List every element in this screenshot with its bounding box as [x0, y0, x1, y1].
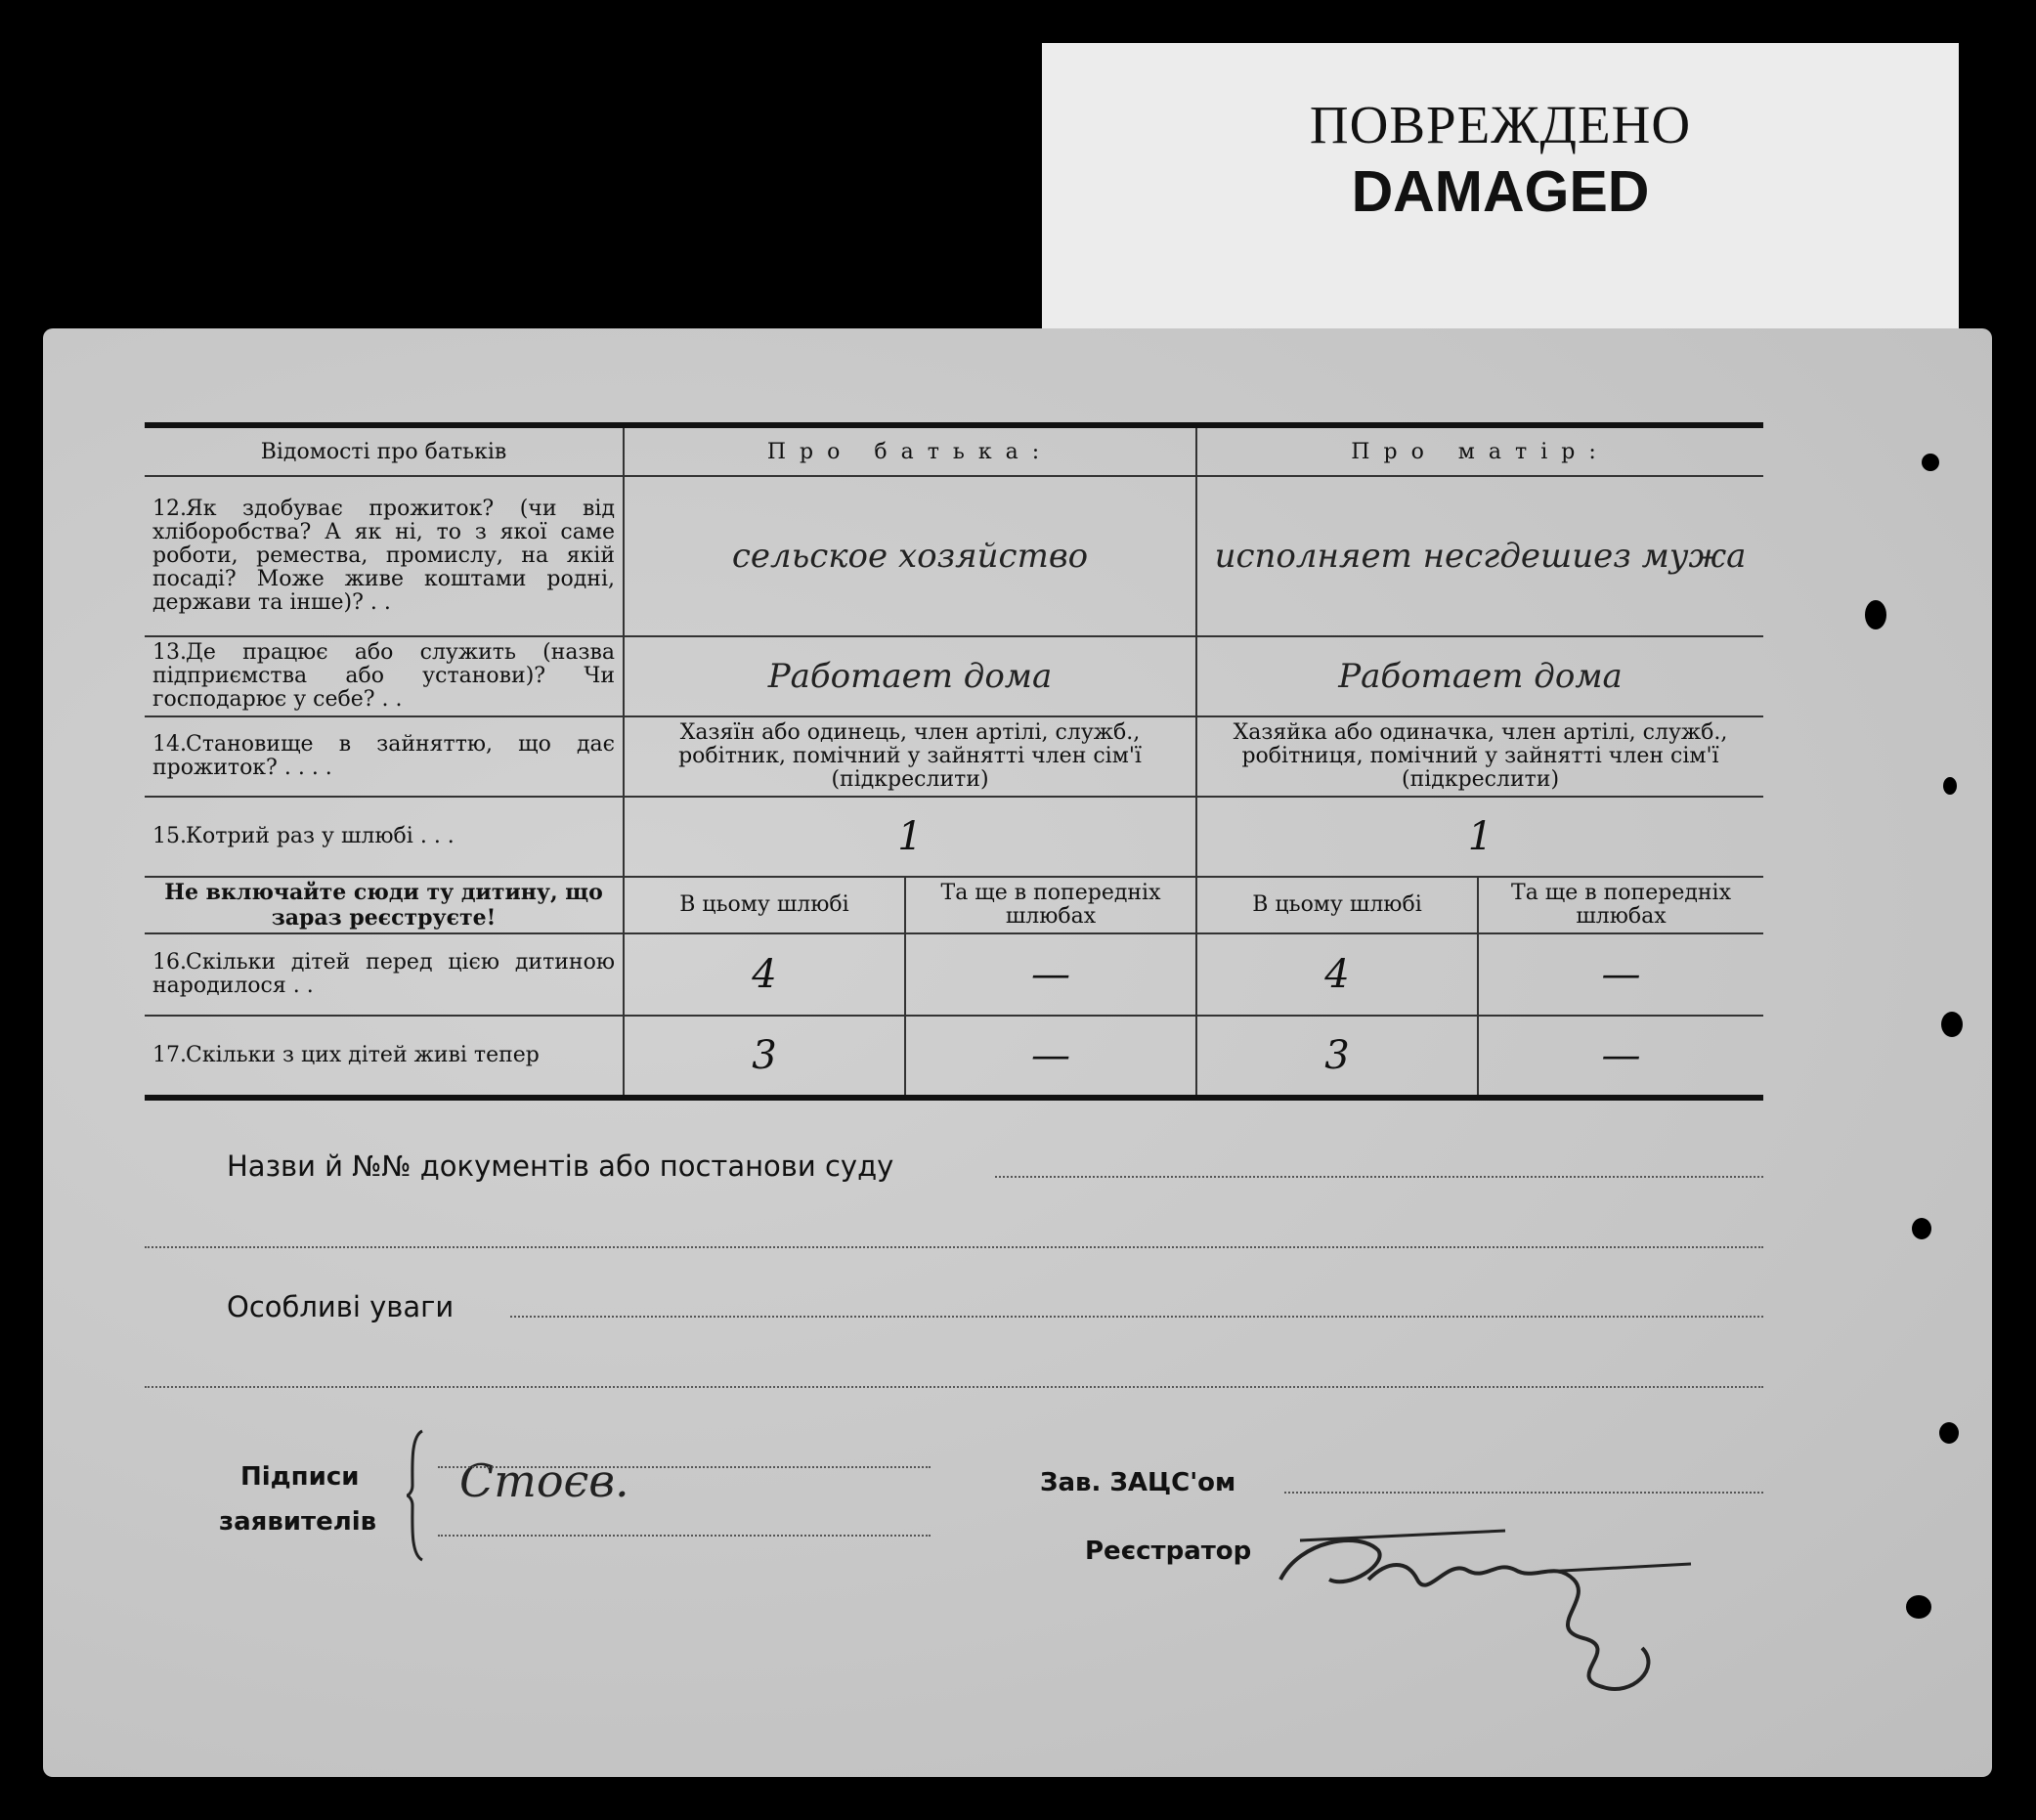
q16-question: 16.Скільки дітей перед цією дитиною народилося . .: [145, 933, 624, 1016]
q14-mother-options: Хазяйка або одиначка, член артілі, служб., робітниця, помічний у зайнятті член сім'ї (підкреслити): [1196, 716, 1763, 797]
punch-hole: [1906, 1595, 1931, 1619]
children-note: Не включайте сюди ту дитину, що зараз реєструєте!: [145, 877, 624, 933]
punch-hole: [1941, 1012, 1963, 1037]
header-mother: Про матір:: [1196, 425, 1763, 476]
q17-father-this: 3: [624, 1016, 905, 1098]
q12-father-answer: сельское хозяйство: [624, 476, 1196, 636]
father-previous-header: Та ще в попередніх шлюбах: [905, 877, 1196, 933]
documents-line-2: [145, 1246, 1763, 1248]
q17-father-prev: —: [905, 1016, 1196, 1098]
documents-line-1: [995, 1176, 1763, 1178]
children-subheader-row: [145, 877, 1763, 933]
q17-question: 17.Скільки з цих дітей живі тепер: [145, 1016, 624, 1098]
notes-label: Особливі уваги: [227, 1290, 455, 1323]
father-this-marriage-header: В цьому шлюбі: [624, 877, 905, 933]
q14-father-options: Хазяїн або одинець, член артілі, служб., робітник, помічний у зайнятті член сім'ї (підкреслити): [624, 716, 1196, 797]
punch-hole: [1865, 600, 1886, 629]
q16-father-prev: —: [905, 933, 1196, 1016]
header-parents-info: Відомості про батьків: [145, 425, 624, 476]
q15-father-answer: 1: [624, 797, 1196, 877]
registrar-label: Реєстратор: [1085, 1537, 1252, 1566]
table-row-q17: [145, 1016, 1763, 1098]
table-row-q16: [145, 933, 1763, 1016]
table-row-q13: [145, 636, 1763, 716]
q16-mother-prev: —: [1478, 933, 1763, 1016]
stamp-ru: ПОВРЕЖДЕНО: [1309, 95, 1692, 154]
q16-father-this: 4: [624, 933, 905, 1016]
table-row-q14: [145, 716, 1763, 797]
applicant-signature: Стоєв.: [459, 1454, 629, 1507]
q17-mother-prev: —: [1478, 1016, 1763, 1098]
q17-mother-this: 3: [1196, 1016, 1478, 1098]
q12-mother-answer: исполняет несгдешиез мужа: [1196, 476, 1763, 636]
damaged-stamp-card: [1042, 43, 1959, 342]
registrar-signature: [1271, 1521, 1701, 1716]
mother-previous-header: Та ще в попередніх шлюбах: [1478, 877, 1763, 933]
q13-mother-answer: Работает дома: [1196, 636, 1763, 716]
header-father: Про батька:: [624, 425, 1196, 476]
q16-mother-this: 4: [1196, 933, 1478, 1016]
applicant-sign-line-2: [438, 1535, 931, 1537]
table-row-q12: [145, 476, 1763, 636]
q14-question: 14.Становище в зайняттю, що дає прожиток? . . . .: [145, 716, 624, 797]
punch-hole: [1922, 454, 1939, 471]
applicants-label-2: заявителів: [219, 1507, 377, 1537]
punch-hole: [1939, 1422, 1959, 1444]
head-sign-line: [1284, 1492, 1763, 1494]
notes-line-2: [145, 1386, 1763, 1388]
applicant-sign-line-1: [438, 1466, 931, 1468]
mother-this-marriage-header: В цьому шлюбі: [1196, 877, 1478, 933]
stamp-en: DAMAGED: [1351, 159, 1650, 224]
documents-label: Назви й №№ документів або постанови суду: [227, 1149, 894, 1183]
punch-hole: [1943, 777, 1957, 795]
q15-question: 15.Котрий раз у шлюбі . . .: [145, 797, 624, 877]
q12-question: 12.Як здобуває прожиток? (чи від хліборобства? А як ні, то з якої саме роботи, ремества, промислу, на якій посаді? Може живе коштами родні, держави та інше)? . .: [145, 476, 624, 636]
table-row-q15: [145, 797, 1763, 877]
q13-question: 13.Де працює або служить (назва підприємства або установи)? Чи господарює у себе? . .: [145, 636, 624, 716]
punch-hole: [1912, 1218, 1931, 1239]
q13-father-answer: Работает дома: [624, 636, 1196, 716]
table-header-row: [145, 425, 1763, 476]
parents-info-table: [145, 422, 1763, 1101]
q15-mother-answer: 1: [1196, 797, 1763, 877]
notes-line-1: [510, 1316, 1763, 1318]
head-label: Зав. ЗАЦС'ом: [1040, 1468, 1236, 1497]
brace-icon: [405, 1427, 428, 1564]
applicants-label-1: Підписи: [240, 1462, 360, 1492]
